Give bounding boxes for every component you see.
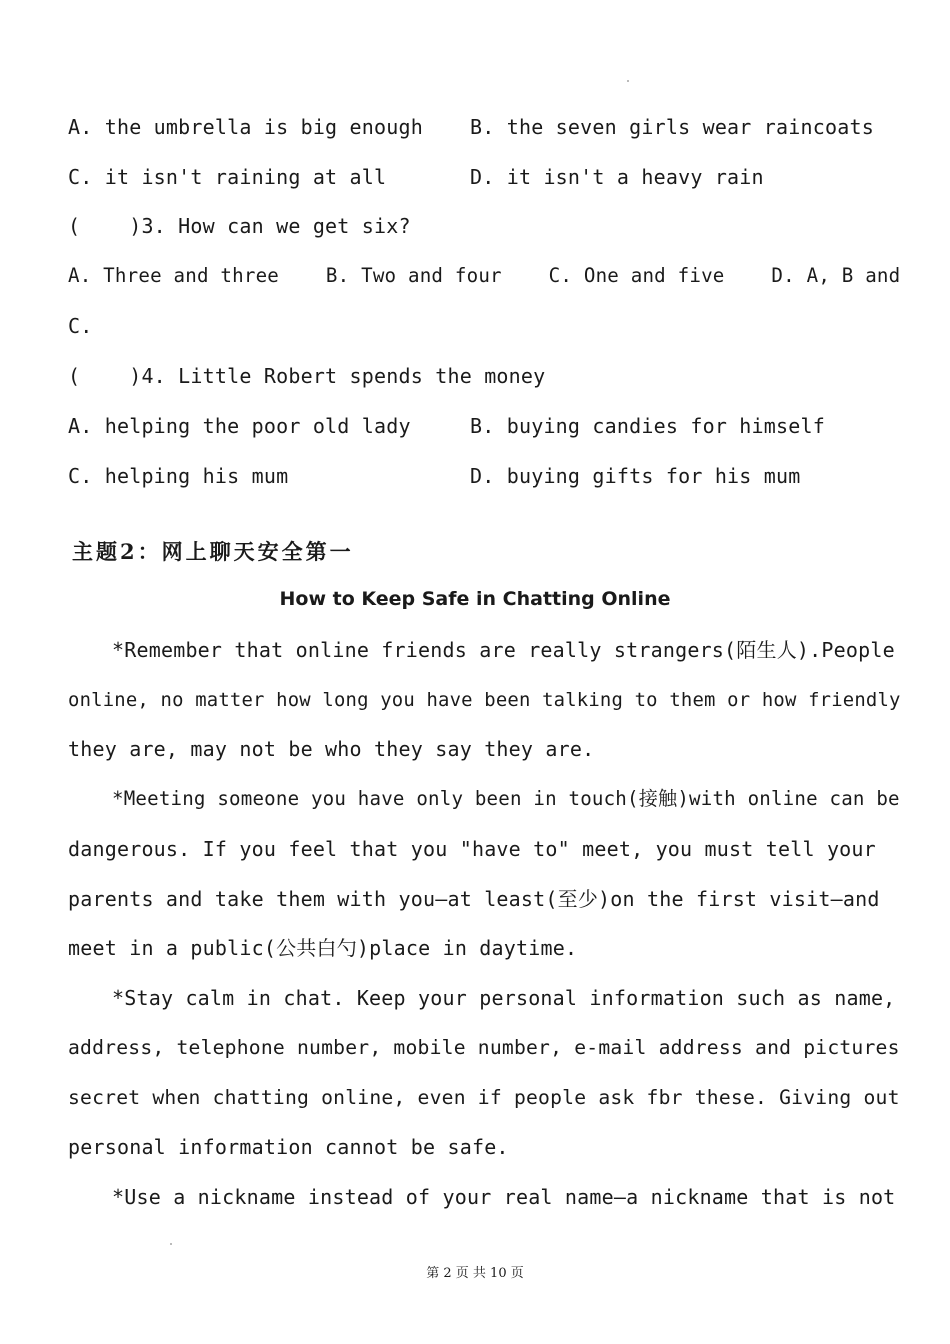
passage-line: *Stay calm in chat. Keep your personal information such as name,	[112, 986, 896, 1010]
q4-option-d: D. buying gifts for his mum	[470, 464, 801, 488]
passage-line: secret when chatting online, even if people ask fbr these. Giving out	[68, 1086, 900, 1109]
passage-line: *Meeting someone you have only been in touch(接触)with online can be	[112, 787, 900, 810]
q3-options-line-2: C.	[68, 314, 93, 338]
q4-option-a: A. helping the poor old lady	[68, 414, 411, 438]
passage-line: they are, may not be who they say they are.	[68, 737, 595, 761]
q2-option-c: C. it isn't raining at all	[68, 165, 387, 189]
page-footer: 第 2 页 共 10 页	[426, 1266, 524, 1281]
passage-line: dangerous. If you feel that you "have to" meet, you must tell your	[68, 837, 876, 861]
passage-line: personal information cannot be safe.	[68, 1135, 509, 1159]
passage-line: *Remember that online friends are really strangers(陌生人).People	[112, 638, 895, 662]
passage-line: online, no matter how long you have been talking to them or how friendly	[68, 689, 901, 711]
q3-stem: ( )3. How can we get six?	[68, 214, 411, 238]
q2-option-b: B. the seven girls wear raincoats	[470, 115, 874, 139]
passage-title: How to Keep Safe in Chatting Online	[279, 588, 671, 610]
passage-line: parents and take them with you—at least(至少)on the first visit—and	[68, 887, 880, 911]
passage-line: *Use a nickname instead of your real name—a nickname that is not	[112, 1185, 896, 1209]
topic-heading: 主题2：网上聊天安全第一	[72, 539, 354, 564]
passage-line: meet in a public(公共白勺)place in daytime.	[68, 936, 578, 960]
q4-option-c: C. helping his mum	[68, 464, 289, 488]
scan-speck	[627, 80, 629, 82]
q3-options-line-1: A. Three and three B. Two and four C. One and five D. A, B and	[68, 264, 901, 287]
q4-option-b: B. buying candies for himself	[470, 414, 825, 438]
q2-option-d: D. it isn't a heavy rain	[470, 165, 764, 189]
passage-line: address, telephone number, mobile number, e-mail address and pictures	[68, 1036, 900, 1059]
scan-speck	[170, 1243, 172, 1245]
q2-option-a: A. the umbrella is big enough	[68, 115, 423, 139]
q4-stem: ( )4. Little Robert spends the money	[68, 364, 546, 388]
